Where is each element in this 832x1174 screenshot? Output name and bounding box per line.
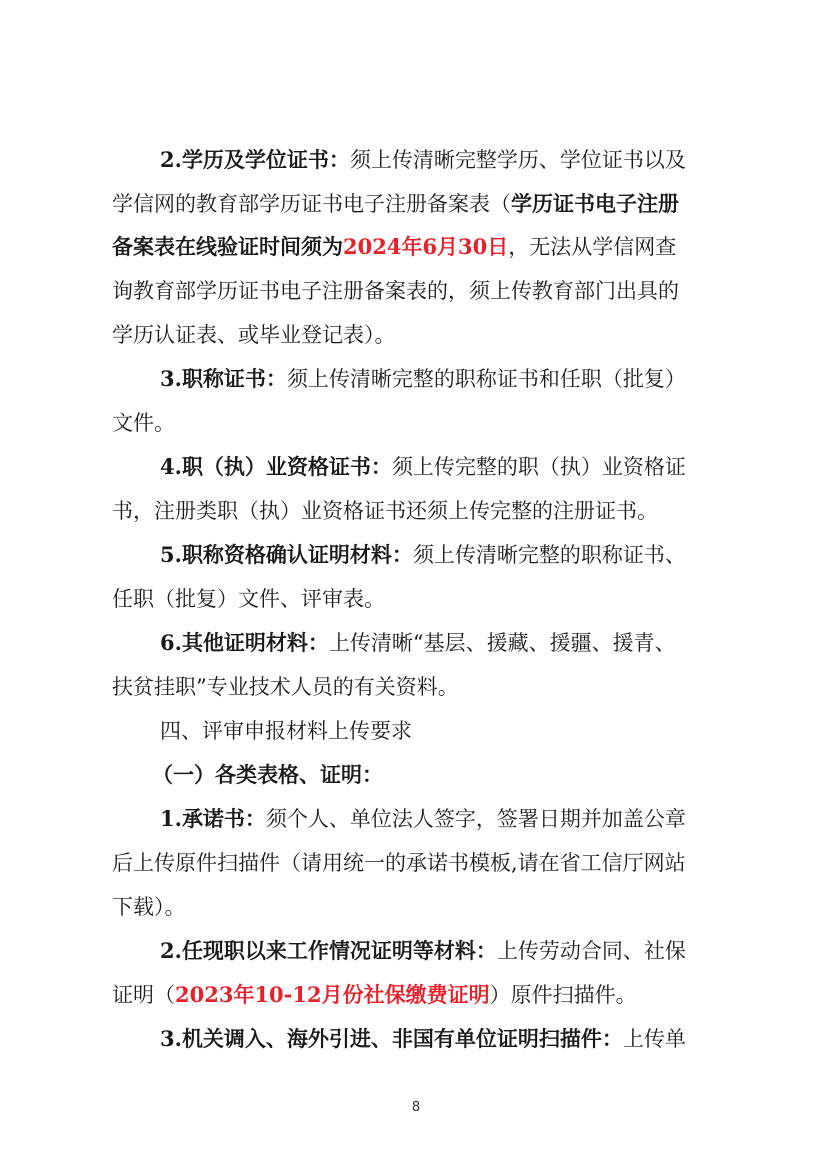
item-2-text-2a: 学信网的教育部学历证书电子注册备案表（ [112,192,511,216]
item-4-title: 职（执）业资格证书： [181,454,392,479]
item-2-text-3a: 备案表在线验证时间须为 [112,234,343,259]
sub-1-title: 承诺书： [181,806,266,831]
item-2-text-5: 学历认证表、或毕业登记表）。 [112,323,396,347]
section-4-subheading: （一）各类表格、证明： [152,762,383,787]
item-4-number: 4. [160,454,182,479]
item-2-deadline: 2024年6月30日 [343,234,509,259]
item-6-text-2: 扶贫挂职”专业技术人员的有关资料。 [112,675,459,699]
item-5-title: 职称资格确认证明材料： [181,542,413,567]
sub-2-title: 任现职以来工作情况证明等材料： [181,938,497,963]
sub-2-highlight: 2023年10-12月份社保缴费证明 [175,982,490,1007]
item-6-title: 其他证明材料： [181,630,329,655]
sub-2-line-2 [112,980,637,1010]
item-3-line-2 [112,408,175,438]
sub-1-number: 1. [160,806,182,831]
sub-3-number: 3. [160,1026,182,1051]
item-5-line-1 [160,540,686,570]
sub-2-number: 2. [160,938,182,963]
item-2-text-2b: 学历证书电子注册 [511,191,679,216]
item-5-text-1: 须上传清晰完整的职称证书、 [412,543,686,567]
item-2-text-1: 须上传清晰完整学历、学位证书以及 [349,148,686,172]
sub-2-text-2a: 证明（ [112,983,175,1007]
item-6-number: 6. [160,630,182,655]
item-5-line-2 [112,584,385,614]
item-2-number: 2. [160,147,182,172]
item-3-text-1: 须上传清晰完整的职称证书和任职（批复） [286,367,686,391]
sub-1-line-3 [112,892,186,922]
item-2-line-2 [112,189,679,219]
item-3-text-2: 文件。 [112,411,175,435]
item-3-line-1 [160,364,686,394]
item-4-line-1 [160,452,686,482]
sub-2-text-1: 上传劳动合同、社保 [496,939,686,963]
sub-1-text-2: 后上传原件扫描件（请用统一的承诺书模板,请在省工信厅网站 [112,851,686,875]
item-6-text-1: 上传清晰“基层、援藏、援疆、援青、 [328,631,676,655]
sub-3-text-1: 上传单 [622,1027,686,1051]
item-4-text-1: 须上传完整的职（执）业资格证 [391,455,686,479]
item-6-line-2 [112,672,459,702]
sub-3-line-1 [160,1024,686,1054]
sub-2-text-2c: ）原件扫描件。 [489,983,637,1007]
item-2-line-4 [112,276,679,306]
sub-2-line-1 [160,936,686,966]
item-3-title: 职称证书： [181,366,287,391]
item-2-line-1 [160,145,686,175]
sub-1-text-1: 须个人、单位法人签字，签署日期并加盖公章 [265,807,686,831]
item-5-number: 5. [160,542,182,567]
item-4-line-2 [112,496,658,526]
item-3-number: 3. [160,366,182,391]
item-5-text-2: 任职（批复）文件、评审表。 [112,587,385,611]
item-4-text-2: 书，注册类职（执）业资格证书还须上传完整的注册证书。 [112,499,658,523]
page-number: 8 [411,1100,421,1115]
item-2-line-5 [112,320,396,350]
item-2-text-3c: ，无法从学信网查 [508,235,677,259]
item-6-line-1 [160,628,676,658]
section-4-heading: 四、评审申报材料上传要求 [160,719,412,743]
sub-1-line-2 [112,848,686,878]
item-2-text-4: 询教育部学历证书电子注册备案表的，须上传教育部门出具的 [112,279,679,303]
item-2-line-3 [112,232,676,262]
sub-1-text-3: 下载）。 [112,895,186,919]
sub-1-line-1 [160,804,686,834]
sub-3-title: 机关调入、海外引进、非国有单位证明扫描件： [181,1026,623,1051]
item-2-title: 学历及学位证书： [181,147,350,172]
